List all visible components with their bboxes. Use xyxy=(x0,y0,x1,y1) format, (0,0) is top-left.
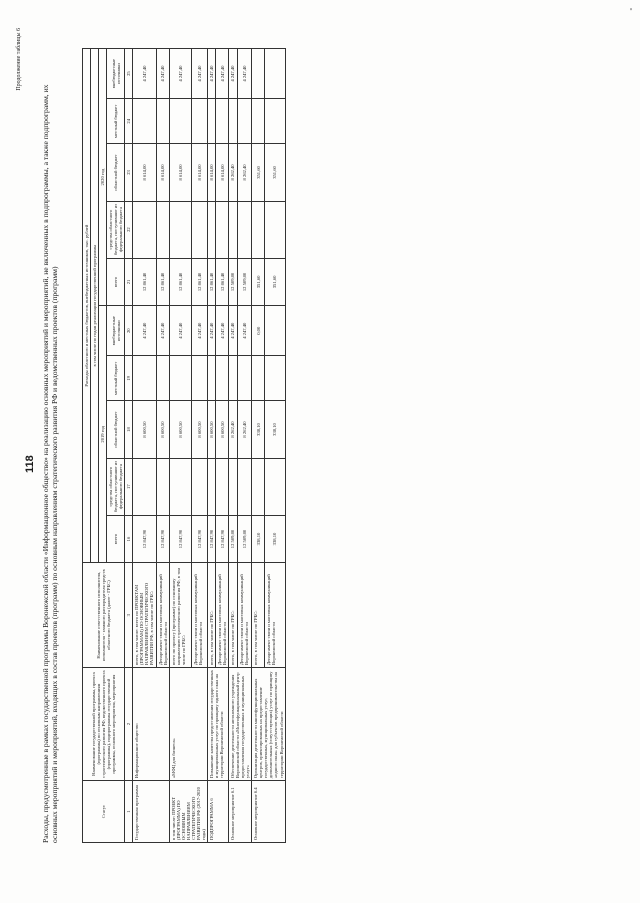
row-name: Обеспечение деятельности автономного учреждения Воронежской области «Многофункциональный центр предоставления государственных и муниципальных услуг» xyxy=(229,668,252,781)
header-regional-2019: областной бюджет xyxy=(107,401,125,458)
header-per-year: в том числе по годам реализации государственной программы xyxy=(91,49,99,563)
row-name: Организация деятельности многофункциональных центров, ориентированных на предоставление государственных, муниципальных услуг, дополнительных (сопутствующих) услуг по принципу «одного окна» для субъектов предпринимательства на территории Воронежской области xyxy=(252,668,285,781)
row-name: Повышение качества предоставления государственных и муниципальных услуг по принципу одного окна на территории Воронежской области xyxy=(207,668,228,781)
table-row: Департамент связи и массовых коммуникаций Воронежской области 338,10 338,10 351,60 351,60 xyxy=(264,49,285,843)
header-regional-2020: областной бюджет xyxy=(107,144,125,201)
table-row: Основное мероприятие 6.1 Обеспечение деятельности автономного учреждения Воронежской области «Многофункциональный центр предоставления государственных и муниципальных услуг» всего, в том числе по ГРБС: 12 509,80 8 262,40 4 247,40 12 509,80 8 262,40 4 247,40 xyxy=(229,49,238,843)
appendix-label: Продолжение таблицы 6 xyxy=(16,28,22,91)
table-row: Департамент связи и массовых коммуникаций Воронежской области 12 509,80 8 262,40 4 247,40 12 509,80 8 262,40 4 247,40 xyxy=(237,49,251,843)
table-row: в том числе: ПРОЕКТ (ПРОГРАММА) ПО ОСНОВНЫМ НАПРАВЛЕНИЯМ СТРАТЕГИЧЕСКОГО РАЗВИТИЯ РФ (2017-2020 годы) «МФЦ для бизнеса» всего по проекту (программе) по основному направлению стратегического развития РФ, в том числе по ГРБС: 12 847,90 8 600,50 4 247,40 12 861,40 8 614,00 4 247,40 xyxy=(169,49,191,843)
document-heading: Расходы, предусмотренные в рамках государственной программы Воронежской области «Информационное общество» на реализацию основных мероприятий и мероприятий, не включенных в подпрограммы, а также подпрограмм, их основных мероприятий и мероприятий, входящих в состав проектов (программ) по основным направлениям стратегического развития РФ и ведомственных проектов (программ) xyxy=(41,84,59,843)
table-row: Департамент связи и массовых коммуникаций Воронежской области 12 847,90 8 600,50 4 247,40 12 861,40 8 614,00 4 247,40 xyxy=(191,49,207,843)
header-expenses: Расходы областного и местных бюджетов, внебюджетных источников, тыс. рублей xyxy=(83,49,91,563)
page-number: 118 xyxy=(24,455,36,473)
table-row: Основное мероприятие 6.4 Организация деятельности многофункциональных центров, ориентированных на предоставление государственных, муниципальных услуг, дополнительных (сопутствующих) услуг по принципу «одного окна» для субъектов предпринимательства на территории Воронежской области всего, в том числе по ГРБС: 338,10 338,10 0,00 351,60 351,60 xyxy=(252,49,265,843)
header-offbudget-2019: внебюджетные источники xyxy=(107,306,125,356)
header-responsible: Наименование ответственного исполнителя, исполнителя - главного распорядителя средств областного бюджета (далее - ГРБС) xyxy=(83,563,125,668)
header-local-2020: местный бюджет xyxy=(107,99,125,144)
table-row: ПОДПРОГРАММА 6 Повышение качества предоставления государственных и муниципальных услуг по принципу одного окна на территории Воронежской области всего, в том числе по ГРБС: 12 847,90 8 600,50 4 247,40 12 861,40 8 614,00 4 247,40 xyxy=(207,49,215,843)
header-federal-2020: средства областного бюджета, поступившие из федерального бюджета xyxy=(107,201,125,258)
row-status: в том числе: ПРОЕКТ (ПРОГРАММА) ПО ОСНОВНЫМ НАПРАВЛЕНИЯМ СТРАТЕГИЧЕСКОГО РАЗВИТИЯ РФ (2017-2020 годы) xyxy=(169,781,207,843)
header-year-2020: 2020 год xyxy=(99,49,107,306)
header-total-2019: всего xyxy=(107,515,125,563)
header-status: Статус xyxy=(83,781,125,843)
table-row: Государственная программа Информационное общество всего, в том числе: всего по ПРОЕКТАМ (ПРОГРАММАМ) ПО ОСНОВНЫМ НАПРАВЛЕНИЯМ СТРАТЕГИЧЕСКОГО РАЗВИТИЯ РФ, в том числе по ГРБС: 12 847,90 8 600,50 4 247,40 12 861,40 8 614,00 4 247,40 xyxy=(133,49,156,843)
row-name: Информационное общество xyxy=(133,668,169,781)
header-local-2019: местный бюджет xyxy=(107,356,125,401)
row-status: ПОДПРОГРАММА 6 xyxy=(207,781,228,843)
table-row: Департамент связи и массовых коммуникаций Воронежской области 12 847,90 8 600,50 4 247,40 12 861,40 8 614,00 4 247,40 xyxy=(156,49,169,843)
row-status: Основное мероприятие 6.4 xyxy=(252,781,285,843)
row-status: Основное мероприятие 6.1 xyxy=(229,781,252,843)
expenses-table-wrapper xyxy=(82,48,286,843)
row-name: «МФЦ для бизнеса» xyxy=(169,668,207,781)
corner-mark: « xyxy=(629,8,634,11)
header-federal-2019: средства областного бюджета, поступившие из федерального бюджета xyxy=(107,458,125,515)
expenses-table xyxy=(82,48,286,843)
header-total-2020: всего xyxy=(107,258,125,306)
row-status: Государственная программа xyxy=(133,781,169,843)
header-year-2019: 2019 год xyxy=(99,306,107,563)
table-row: Департамент связи и массовых коммуникаций Воронежской области 12 847,90 8 600,50 4 247,40 12 861,40 8 614,00 4 247,40 xyxy=(215,49,228,843)
header-offbudget-2020: внебюджетные источники xyxy=(107,49,125,99)
header-program-name: Наименование государственной программы, проекта (программы) по основным направлениям стратегического развития РФ, ведомственного проекта (программы), подпрограммы государственной программы, основного мероприятия, мероприятия xyxy=(83,668,125,781)
column-numbers-row: 1 2 3 16 17 18 19 20 21 22 23 24 25 xyxy=(125,49,133,843)
